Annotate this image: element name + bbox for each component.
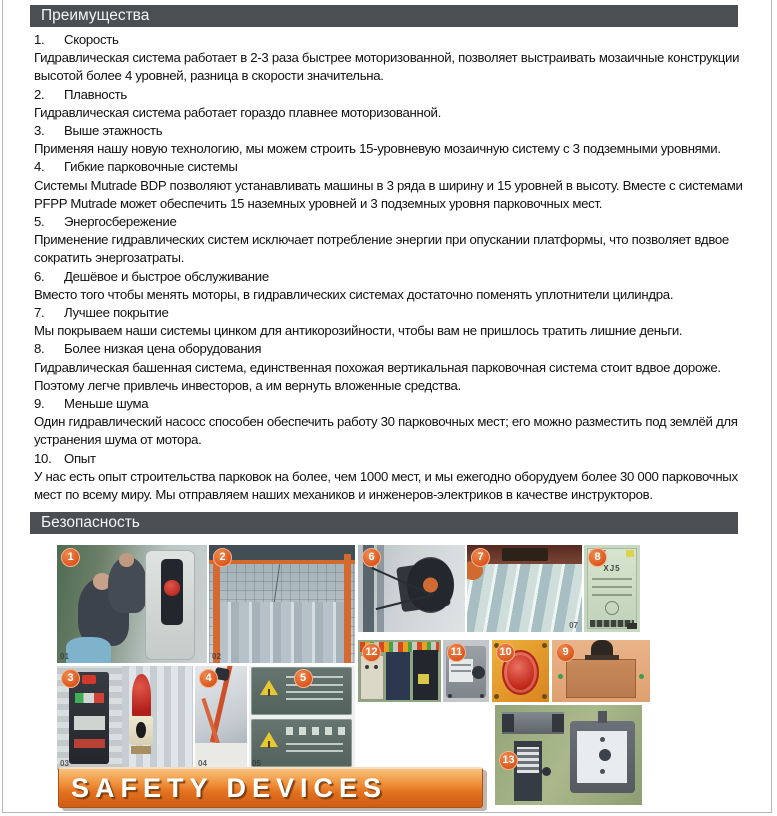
photo-corner-label: 02 [212,652,221,661]
plate-text-row [286,743,343,745]
person-head [119,553,134,567]
photo-corner-label: 05 [252,759,261,768]
item-number: 10. [34,450,52,466]
item-body: Системы Mutrade BDP позволяют устанавливать машины в 3 ряда в ширину и 15 уровней в высоту. Вместе с системами PFPP Mutrade может обеспечить 15 наземных уровней и 3 подземных уровня парковочных мест. [34,177,743,211]
control-box-button [164,580,181,595]
photo-badge: 9 [556,643,575,662]
plate-text-row [592,578,632,580]
photo-limit-switch [552,640,650,702]
platform-post [213,554,220,663]
plate-text-row [592,586,632,588]
photo-corner-label: 01 [60,652,69,661]
item-body: Мы покрываем наши системы цинком для антикорозийности, чтобы вам не пришлось тратить лишние деньги. [34,323,683,339]
pump-shaft [598,711,607,723]
photo-steel-deck [467,545,582,632]
photo-badge: 1 [61,548,80,567]
photo-badge: 10 [496,643,515,662]
photo-control-panel-and-beacon [57,666,193,770]
warning-beacon-speaker [136,722,145,738]
list-item [34,395,761,450]
plate-title: XJ5 [603,564,621,574]
photo-badge: 13 [499,751,518,770]
screw [558,674,563,679]
valve-coil [502,714,514,732]
section-header-advantages [30,5,738,27]
warning-triangle-mark [268,741,270,748]
list-item [34,268,761,304]
list-item [34,122,761,158]
list-item [34,340,761,395]
item-body: Один гидравлический насосс способен обеспечить работу 30 парковочных мест; его можно разместить под землёй для устранения шума от мотора. [34,414,738,448]
photo-corner-label: 03 [60,759,69,768]
item-body: У нас есть опыт строительства парковок на более, чем 1000 мест, и мы ежегодно оборудуем более 30 000 парковочных мест по всему миру. Мы отправляем наших механиков и инженеров-электриков в качестве инструкторов. [34,468,738,503]
contactor-unit [386,652,410,699]
plate-text-row [286,684,343,686]
plate-title-row [286,727,345,735]
contactor-dot [374,665,378,669]
photo-emergency-stop [492,640,549,702]
list-item [34,31,761,86]
photo-badge: 3 [61,669,80,688]
screw [542,694,547,699]
panel-warning-light [82,675,96,683]
item-title: Дешёвое и быстрое обслуживание [64,268,269,284]
photo-badge: 4 [199,669,218,688]
warning-beacon-dome [132,674,150,718]
valve-label-row [451,670,470,672]
warning-beacon-photo [122,666,193,770]
item-title: Меньше шума [64,396,149,412]
decor-patch [66,637,111,663]
item-title: Выше этажность [64,123,163,139]
safety-collage [0,545,777,811]
platform-post [344,554,351,663]
advantages-list [34,31,761,504]
screw [639,674,644,679]
item-body: Применяя нашу новую технологию, мы можем строить 15-уровневую мозаичную систему с 3 подземными уровнями. [34,141,721,157]
switch-box [566,659,637,699]
item-title: Более низкая цена оборудования [64,341,262,357]
screw [542,643,547,648]
photo-corner-mark [627,623,637,629]
banner-text: SAFETY DEVICES [71,773,388,803]
item-title: Энергосбережение [64,214,177,230]
photo-badge: 2 [213,548,232,567]
item-body: Гидравлическая система работает гораздо плавнее моторизованной. [34,104,441,120]
photo-badge: 8 [588,548,607,567]
photo-badge: 12 [362,643,381,662]
item-number: 8. [34,341,45,357]
item-title: Скорость [64,32,119,47]
photo-badge: 7 [471,548,490,567]
list-item [34,213,761,268]
photo-corner-label: 04 [198,759,207,768]
photo-operators-control-box [57,545,207,663]
panel-label [74,716,105,731]
item-number: 6. [34,268,45,284]
section-title-advantages: Преимущества [41,7,150,24]
plate-logo-circle [605,601,619,615]
list-item [34,450,761,505]
panel-label-red [74,739,105,748]
valve-label-row [451,664,470,666]
list-item [34,158,761,213]
screw [494,694,499,699]
valve-bolt [448,694,452,698]
valve-coil [552,714,564,732]
plate-text-row [286,750,343,752]
photo-badge: 5 [294,669,313,688]
list-item [34,304,761,340]
photo-corner-label: 07 [569,621,578,630]
contactor-label [418,674,430,684]
item-body: Применение гидравлических систем исключает потребление энергии при опускании платформы, что позволяет вдвое сократить энергозатраты. [34,232,729,266]
item-number: 5. [34,214,45,230]
photo-badge: 11 [447,643,466,662]
photo-parking-platform [209,545,355,663]
item-body: Гидравлическая система работает в 2-3 раза быстрее моторизованной, позволяет выстраивать мозаичные конструкции высотой более 4 уровней, разница в скорости значительна. [34,50,740,84]
warning-plate [251,719,352,767]
list-item [34,86,761,122]
item-title: Гибкие парковочные системы [64,159,238,175]
item-number: 4. [34,159,45,175]
photo-cable-pulley [358,545,465,632]
item-number: 9. [34,396,45,412]
section-header-safety [30,512,738,534]
item-body: Гидравлическая башенная система, единственная похожая вертикальная парковочная система стоит вдвое дороже. Поэтому легче привлечь инвесторов, а им вернуть вложенные средства. [34,359,721,393]
plate-text-row [592,594,632,596]
warning-triangle-mark [268,689,270,696]
item-number: 2. [34,86,45,102]
photo-label-plate-xj5 [584,545,640,632]
photo-hydraulic-pump [495,705,642,805]
safety-devices-banner [58,767,483,808]
item-title: Лучшее покрытие [64,305,169,321]
photo-badge: 6 [362,548,381,567]
plate-mark-yellow [626,550,634,557]
photo-contactors [358,640,441,702]
item-title: Плавность [64,86,127,102]
item-number: 3. [34,123,45,139]
warning-beacon-wires [131,746,151,754]
item-title: Опыт [64,450,96,466]
valve-port [542,767,551,776]
deck-mechanism [502,548,548,560]
photo-hydraulic-valve [443,640,489,702]
valve-label-stripes [517,747,539,773]
plate-text-row [286,691,343,693]
panel-buttons [75,693,104,703]
item-body: Вместо того чтобы менять моторы, в гидравлических системах достаточно поменять уплотнители цилиндра. [34,286,674,302]
section-title-safety: Безопасность [41,514,140,531]
item-number: 1. [34,32,45,47]
switch-flange [585,655,618,661]
plate-text-row [286,698,343,700]
platform-deck [218,602,346,663]
item-number: 7. [34,305,45,321]
photo-warning-plates [249,666,355,770]
photo-safety-rope [195,666,247,770]
